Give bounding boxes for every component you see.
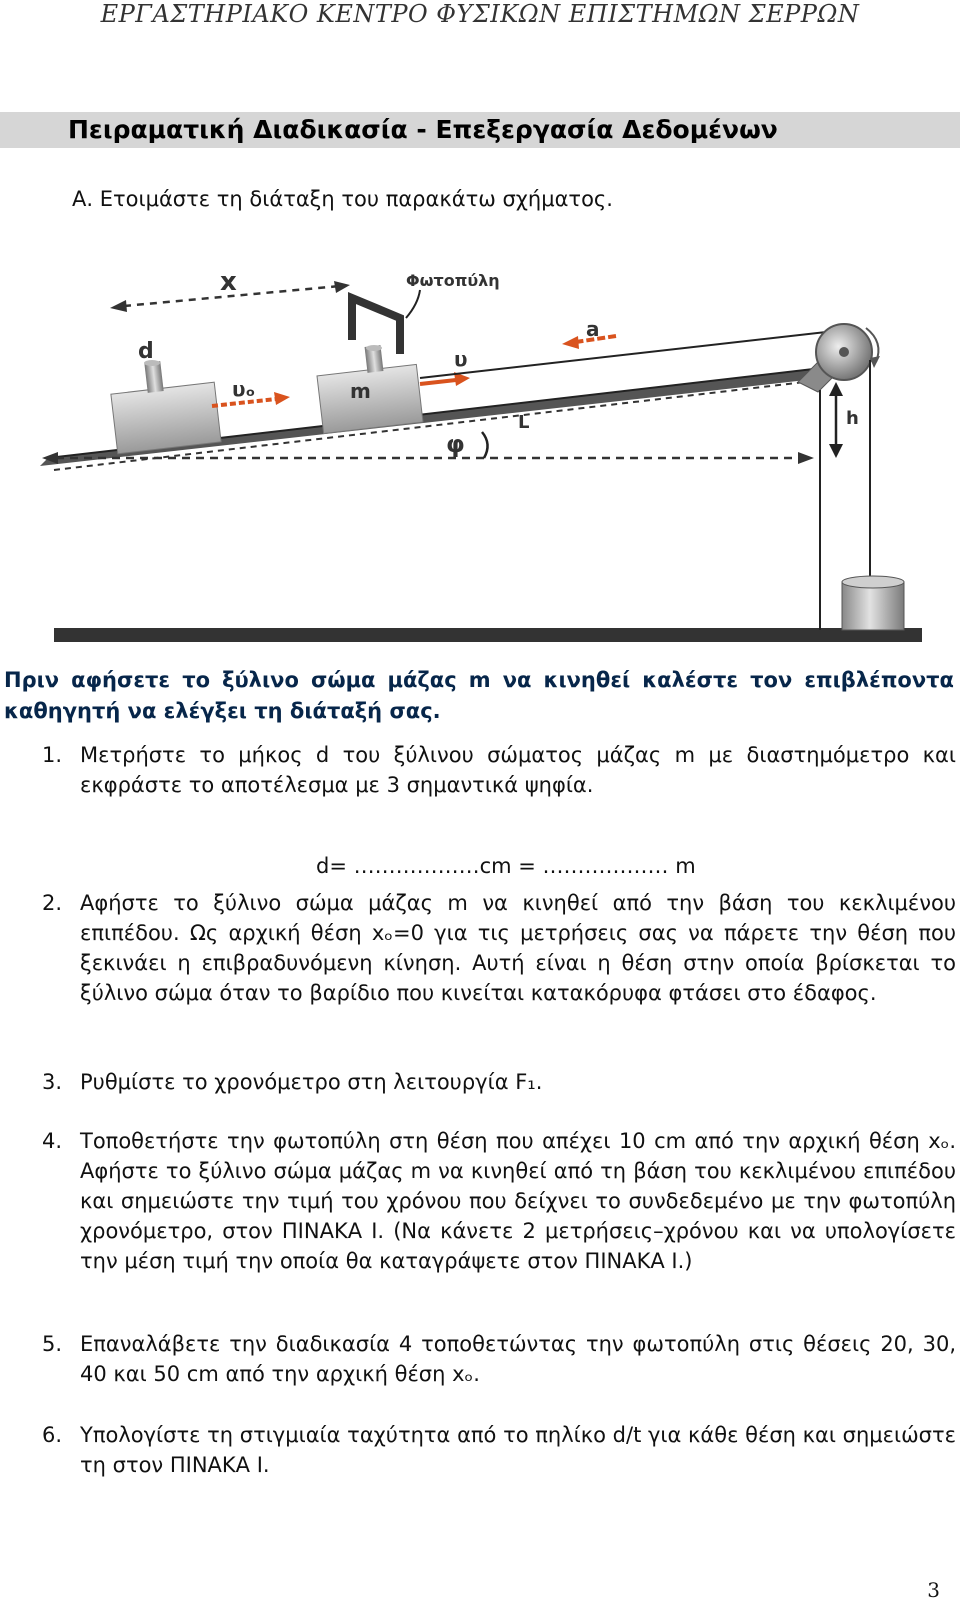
step-number: 6.	[42, 1423, 63, 1447]
block-left	[111, 382, 221, 454]
u-arrow	[420, 380, 456, 384]
label-m: m	[350, 379, 371, 403]
angle-arc	[482, 432, 488, 458]
step-number: 1.	[42, 743, 63, 767]
label-photogate: Φωτοπύλη	[406, 271, 500, 290]
label-L: L	[518, 412, 530, 433]
label-u0: υₒ	[232, 377, 256, 401]
header-title: ΕΡΓΑΣΤΗΡΙΑΚΟ ΚΕΝΤΡΟ ΦΥΣΙΚΩΝ ΕΠΙΣΤΗΜΩΝ ΣΕΡΡΩΝ	[100, 0, 860, 28]
label-x: x	[220, 267, 237, 297]
step-text: Υπολογίστε τη στιγμιαία ταχύτητα από το πηλίκο d/t για κάθε θέση και σημειώστε τη στον ΠΙΝΑΚΑ Ι.	[80, 1423, 956, 1477]
hanging-weight	[842, 582, 904, 630]
step-6	[42, 1420, 956, 1480]
section-title: Πειραματική Διαδικασία - Επεξεργασία Δεδομένων	[68, 115, 778, 144]
step-3	[42, 1067, 956, 1097]
step-2	[42, 888, 956, 1008]
step-number: 5.	[42, 1332, 63, 1356]
step-number: 3.	[42, 1070, 63, 1094]
step-number: 2.	[42, 891, 63, 915]
page-number: 3	[927, 1578, 940, 1602]
step-text: Επαναλάβετε την διαδικασία 4 τοποθετώντας την φωτοπύλη στις θέσεις 20, 30, 40 και 50 cm από την αρχική θέση xₒ.	[80, 1332, 956, 1386]
step-1	[42, 740, 956, 800]
step-number: 4.	[42, 1129, 63, 1153]
label-h: h	[846, 408, 859, 429]
step-5	[42, 1329, 956, 1389]
step-4	[42, 1126, 956, 1276]
warning-text: Πριν αφήσετε το ξύλινο σώμα μάζας m να κινηθεί καλέστε τον επιβλέποντα καθηγητή να ελέγξει τη διάταξή σας.	[4, 668, 954, 723]
step-text: Ρυθμίστε το χρονόμετρο στη λειτουργία F₁.	[80, 1070, 543, 1094]
step-text: Τοποθετήστε την φωτοπύλη στη θέση που απέχει 10 cm από την αρχική θέση xₒ. Αφήστε το ξύλινο σώμα μάζας m να κινηθεί από τη βάση του κεκλιμένου επιπέδου και σημειώστε την τιμή του χρόνου που δείχνει το συνδεδεμένο με την φωτοπύλη χρονόμετρο, στον ΠΙΝΑΚΑ Ι. (Να κάνετε 2 μετρήσεις–χρόνου και να υπολογίσετε την μέση τιμή την οποία θα καταγράψετε στον ΠΙΝΑΚΑ Ι.)	[80, 1129, 956, 1273]
label-phi: φ	[446, 430, 465, 458]
apparatus-diagram	[0, 262, 960, 672]
formula-d: d= ………………cm = ……………… m	[316, 854, 696, 878]
floor	[54, 628, 922, 642]
label-a: a	[586, 317, 600, 341]
label-d: d	[138, 339, 154, 364]
intro-text: Α. Ετοιμάστε τη διάταξη του παρακάτω σχήματος.	[72, 187, 613, 211]
step-text: Αφήστε το ξύλινο σώμα μάζας m να κινηθεί από την βάση του κεκλιμένου επιπέδου. Ως αρχική θέση xₒ=0 για τις μετρήσεις σας να πάρετε την θέση που ξεκινάει η επιβραδυνόμενη κίνηση. Αυτή είναι η θέση στην οποία βρίσκεται το ξύλινο σώμα όταν το βαρίδιο που κινείται κατακόρυφα φτάσει στο έδαφος.	[80, 891, 956, 1005]
string	[420, 330, 844, 378]
label-u: υ	[454, 347, 468, 371]
step-text: Μετρήστε το μήκος d του ξύλινου σώματος μάζας m με διαστημόμετρο και εκφράστε το αποτέλεσμα με 3 σημαντικά ψηφία.	[80, 743, 956, 797]
